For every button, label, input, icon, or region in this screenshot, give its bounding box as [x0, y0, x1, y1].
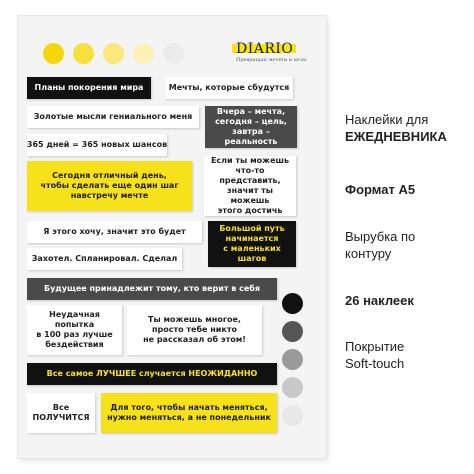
sticker: Золотые мысли гениального меня: [27, 106, 199, 128]
side-swatch-dot-3: [282, 349, 303, 370]
desc-line: Наклейки для: [345, 112, 429, 127]
brand-tagline: Превращай мечты в цели: [236, 57, 307, 63]
brand-logo: [232, 41, 307, 63]
sticker: Если ты можешь что-то представить, значит ты можешь этого достичь: [204, 156, 296, 216]
sticker: Вчера – мечта, сегодня – цель, завтра – реальность: [205, 106, 297, 148]
side-swatch-dot-4: [282, 377, 303, 398]
swatch-dot-2: [73, 43, 94, 64]
brand-name: DIARIO: [236, 41, 294, 57]
sticker: Ты можешь многое, просто тебе никто не рассказал об этом!: [127, 305, 262, 355]
side-swatch-dot-5: [282, 405, 303, 426]
side-swatch-dot-2: [282, 321, 303, 342]
sticker: Большой путь начинается с маленьких шагов: [208, 221, 296, 267]
sticker: Для того, чтобы начать меняться, нужно меняться, а не понедельник: [101, 393, 277, 433]
swatch-dot-3: [103, 43, 124, 64]
sticker: Неудачная попытка в 100 раз лучше бездействия: [27, 305, 122, 355]
sticker: 365 дней = 365 новых шансов: [27, 134, 167, 156]
sticker: Все самое ЛУЧШЕЕ случается НЕОЖИДАННО: [27, 363, 277, 385]
sticker: Планы покорения мира: [27, 77, 151, 99]
sticker: Захотел. Спланировал. Сделал: [27, 248, 182, 270]
swatch-dot-1: [43, 43, 64, 64]
swatch-dot-5: [163, 43, 184, 64]
sticker-sheet: [18, 16, 326, 458]
desc-line: Формат А5: [345, 182, 416, 197]
desc-line: Вырубка по: [345, 229, 416, 244]
desc-line: контуру: [345, 246, 392, 261]
desc-line: Покрытие: [345, 339, 405, 354]
side-swatch-dot-1: [282, 293, 303, 314]
sticker: Я этого хочу, значит это будет: [27, 221, 202, 243]
sticker: Будущее принадлежит тому, кто верит в себя: [27, 278, 277, 300]
sticker: Все ПОЛУЧИТСЯ: [27, 393, 95, 433]
swatch-dot-4: [133, 43, 154, 64]
desc-line: ЕЖЕДНЕВНИКА: [345, 129, 447, 144]
sticker: Мечты, которые сбудутся: [165, 77, 293, 99]
desc-line: Soft-touch: [345, 356, 405, 371]
sticker: Сегодня отличный день, чтобы сделать еще один шаг навстречу мечте: [27, 161, 192, 211]
desc-line: 26 наклеек: [345, 293, 414, 308]
